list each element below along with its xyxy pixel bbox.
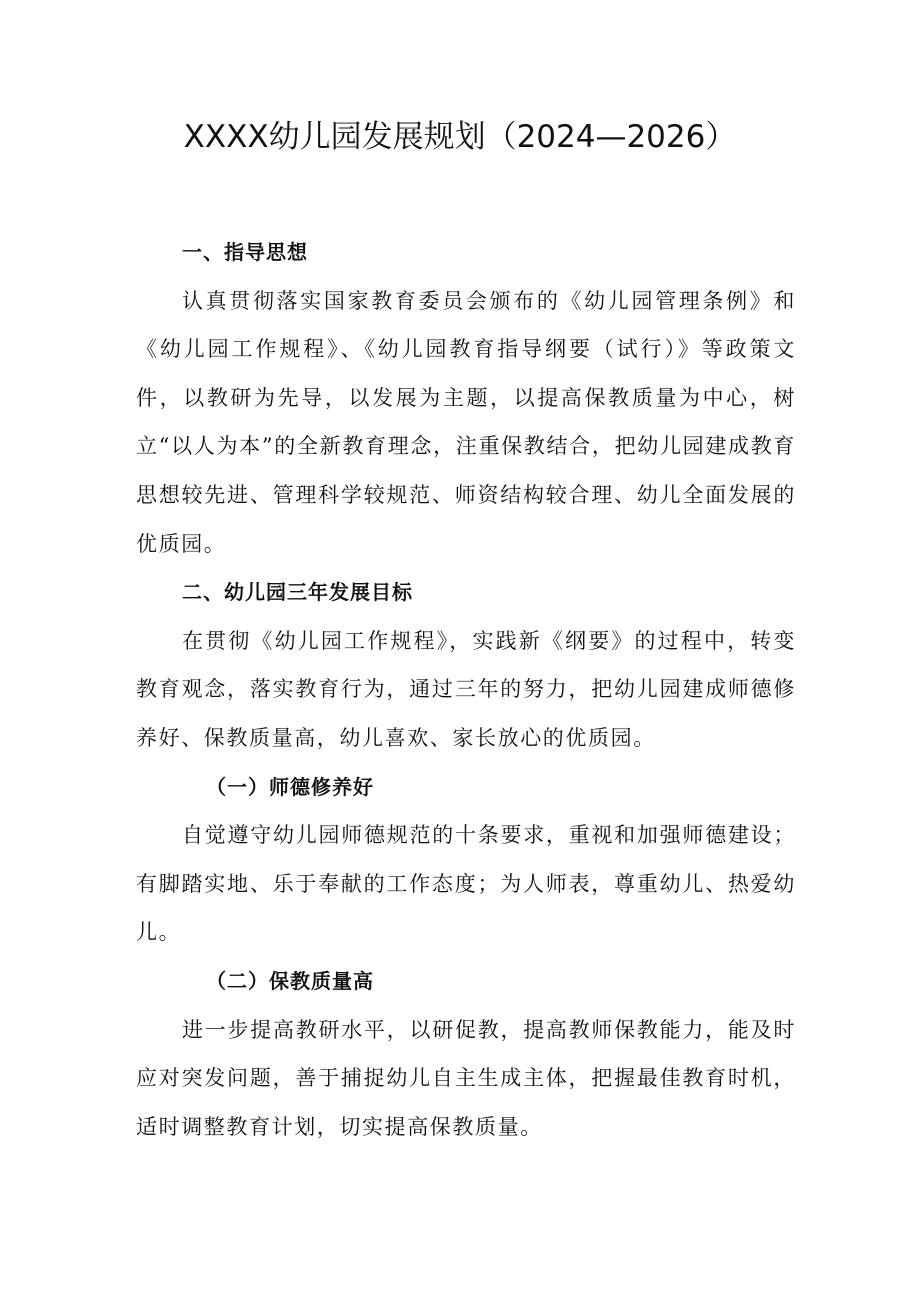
paragraph-education-quality: 进一步提高教研水平，以研促教，提高教师保教能力，能及时应对突发问题，善于捕捉幼儿自主生成主体，把握最佳教育时机，适时调整教育计划，切实提高保教质量。 [136,1017,796,1139]
paragraph-guiding-ideology: 认真贯彻落实国家教育委员会颁布的《幼儿园管理条例》和《幼儿园工作规程》、《幼儿园教育指导纲要（试行）》等政策文件，以教研为先导，以发展为主题，以提高保教质量为中心，树立“以人为本”的全新教育理念，注重保教结合，把幼儿园建成教育思想较先进、管理科学较规范、师资结构较合理、幼儿全面发展的优质园。 [136,288,796,556]
paragraph-teacher-ethics: 自觉遵守幼儿园师德规范的十条要求，重视和加强师德建设；有脚踏实地、乐于奉献的工作态度；为人师表，尊重幼儿、热爱幼儿。 [136,823,796,945]
section-heading-guiding-ideology: 一、指导思想 [182,240,308,264]
subsection-heading-teacher-ethics: （一）师德修养好 [206,774,374,799]
section-heading-three-year-goals: 二、幼儿园三年发展目标 [182,580,413,605]
document-body [136,228,796,1151]
document-title: XXXX幼儿园发展规划（2024—2026） [183,119,737,155]
subsection-heading-education-quality: （二）保教质量高 [206,968,374,993]
paragraph-three-year-goals: 在贯彻《幼儿园工作规程》，实践新《纲要》的过程中，转变教育观念，落实教育行为，通过三年的努力，把幼儿园建成师德修养好、保教质量高，幼儿喜欢、家长放心的优质园。 [136,628,796,750]
